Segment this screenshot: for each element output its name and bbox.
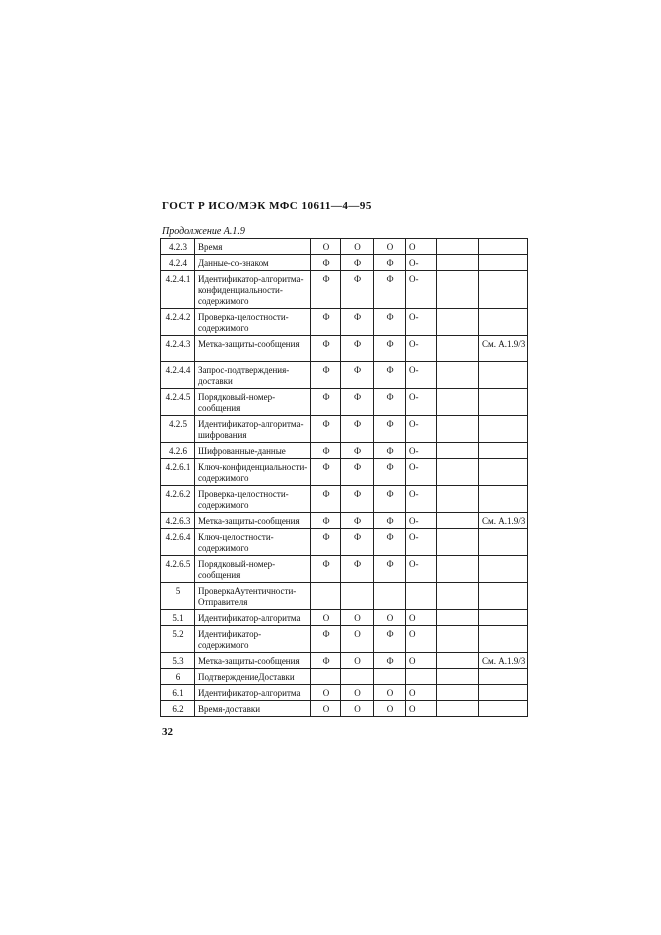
note-cell [479,556,528,583]
status-cell-3: Ф [374,271,406,309]
table-row [161,443,528,459]
status-cell-3: Ф [374,389,406,416]
note-cell [479,610,528,626]
element-name-cell: Порядковый-номер-сообщения [195,556,311,583]
note-cell: См. А.1.9/3 [479,336,528,362]
status-cell-1 [311,583,341,610]
status-cell-3: Ф [374,556,406,583]
note-cell [479,443,528,459]
status-cell-2: О [341,685,374,701]
note-cell [479,362,528,389]
status-cell-4: О [406,701,437,717]
status-cell-4: О- [406,556,437,583]
status-cell-4: О- [406,513,437,529]
status-cell-3: Ф [374,362,406,389]
status-cell-3: Ф [374,486,406,513]
note-cell: См. А.1.9/3 [479,513,528,529]
note-cell [479,583,528,610]
status-cell-4 [406,583,437,610]
status-cell-2: О [341,610,374,626]
status-cell-1: О [311,701,341,717]
status-cell-4: О [406,685,437,701]
status-cell-4: О- [406,459,437,486]
specification-table [160,238,528,717]
status-cell-4 [406,669,437,685]
element-name-cell: Метка-защиты-сообщения [195,513,311,529]
status-cell-4: О- [406,443,437,459]
table-row [161,459,528,486]
clause-number-cell: 6 [161,669,195,685]
status-cell-4: О [406,653,437,669]
clause-number-cell: 4.2.4.4 [161,362,195,389]
status-cell-1: Ф [311,443,341,459]
status-cell-1: Ф [311,626,341,653]
element-name-cell: Идентификатор-алгоритма [195,685,311,701]
table-continuation-label: Продолжение А.1.9 [162,226,245,237]
status-cell-1: Ф [311,255,341,271]
table-row [161,556,528,583]
status-cell-3: Ф [374,309,406,336]
element-name-cell: Ключ-целостности-содержимого [195,529,311,556]
status-cell-3: Ф [374,416,406,443]
clause-number-cell: 4.2.6 [161,443,195,459]
status-cell-3: О [374,701,406,717]
status-cell-1: Ф [311,362,341,389]
status-cell-2: О [341,653,374,669]
status-cell-2: О [341,239,374,255]
clause-number-cell: 4.2.6.2 [161,486,195,513]
status-cell-2: О [341,701,374,717]
element-name-cell: Метка-защиты-сообщения [195,336,311,362]
clause-number-cell: 6.2 [161,701,195,717]
table-row [161,701,528,717]
status-cell-1 [311,669,341,685]
element-name-cell: Метка-защиты-сообщения [195,653,311,669]
status-cell-2 [341,583,374,610]
status-cell-3: О [374,239,406,255]
element-name-cell: ПодтверждениеДоставки [195,669,311,685]
status-cell-4: О [406,239,437,255]
table-row [161,271,528,309]
blank-cell [437,701,479,717]
element-name-cell: Ключ-конфиденциальности-содержимого [195,459,311,486]
table-row [161,389,528,416]
status-cell-3: Ф [374,336,406,362]
element-name-cell: Проверка-целостности-содержимого [195,309,311,336]
clause-number-cell: 5.3 [161,653,195,669]
clause-number-cell: 4.2.6.4 [161,529,195,556]
table-row [161,669,528,685]
element-name-cell: Запрос-подтверждения-доставки [195,362,311,389]
note-cell [479,459,528,486]
status-cell-4: О- [406,529,437,556]
element-name-cell: Шифрованные-данные [195,443,311,459]
table-row [161,513,528,529]
status-cell-2 [341,669,374,685]
blank-cell [437,685,479,701]
table-row [161,685,528,701]
clause-number-cell: 5 [161,583,195,610]
blank-cell [437,529,479,556]
blank-cell [437,255,479,271]
status-cell-2: Ф [341,362,374,389]
table-body [161,239,528,717]
status-cell-2: Ф [341,336,374,362]
status-cell-3: Ф [374,513,406,529]
blank-cell [437,239,479,255]
status-cell-2: Ф [341,271,374,309]
blank-cell [437,653,479,669]
clause-number-cell: 4.2.4 [161,255,195,271]
note-cell [479,416,528,443]
status-cell-1: О [311,239,341,255]
status-cell-2: Ф [341,389,374,416]
status-cell-1: Ф [311,416,341,443]
status-cell-2: О [341,626,374,653]
blank-cell [437,610,479,626]
element-name-cell: Идентификатор-содержимого [195,626,311,653]
note-cell [479,271,528,309]
clause-number-cell: 6.1 [161,685,195,701]
clause-number-cell: 4.2.6.3 [161,513,195,529]
status-cell-2: Ф [341,459,374,486]
status-cell-3: Ф [374,255,406,271]
element-name-cell: Данные-со-знаком [195,255,311,271]
table-row [161,239,528,255]
status-cell-3: Ф [374,443,406,459]
table-row [161,529,528,556]
status-cell-1: Ф [311,336,341,362]
blank-cell [437,486,479,513]
table-row [161,583,528,610]
clause-number-cell: 4.2.6.5 [161,556,195,583]
status-cell-2: Ф [341,309,374,336]
note-cell: См. А.1.9/3 [479,653,528,669]
blank-cell [437,271,479,309]
status-cell-4: О- [406,255,437,271]
status-cell-4: О [406,626,437,653]
table-row [161,416,528,443]
status-cell-3 [374,669,406,685]
blank-cell [437,443,479,459]
element-name-cell: Проверка-целостности-содержимого [195,486,311,513]
status-cell-2: Ф [341,556,374,583]
element-name-cell: Идентификатор-алгоритма-шифрования [195,416,311,443]
status-cell-1: Ф [311,459,341,486]
status-cell-2: Ф [341,513,374,529]
status-cell-3: О [374,610,406,626]
table-row [161,486,528,513]
status-cell-1: Ф [311,271,341,309]
element-name-cell: Идентификатор-алгоритма [195,610,311,626]
note-cell [479,701,528,717]
status-cell-1: Ф [311,389,341,416]
note-cell [479,529,528,556]
blank-cell [437,556,479,583]
status-cell-3: Ф [374,529,406,556]
status-cell-1: О [311,685,341,701]
table-row [161,626,528,653]
status-cell-2: Ф [341,416,374,443]
status-cell-1: Ф [311,556,341,583]
status-cell-4: О- [406,389,437,416]
status-cell-4: О- [406,336,437,362]
status-cell-3: О [374,685,406,701]
document-standard-header: ГОСТ Р ИСО/МЭК МФС 10611—4—95 [162,200,372,212]
status-cell-3: Ф [374,459,406,486]
status-cell-1: Ф [311,309,341,336]
note-cell [479,486,528,513]
blank-cell [437,583,479,610]
element-name-cell: ПроверкаАутентичности-Отправителя [195,583,311,610]
status-cell-4: О- [406,362,437,389]
note-cell [479,685,528,701]
page-number: 32 [162,726,173,738]
blank-cell [437,336,479,362]
blank-cell [437,416,479,443]
status-cell-1: Ф [311,513,341,529]
note-cell [479,626,528,653]
table-row [161,653,528,669]
blank-cell [437,389,479,416]
status-cell-3: Ф [374,653,406,669]
table-row [161,610,528,626]
note-cell [479,255,528,271]
status-cell-1: Ф [311,653,341,669]
status-cell-4: О- [406,486,437,513]
table-row [161,255,528,271]
blank-cell [437,459,479,486]
status-cell-4: О- [406,309,437,336]
clause-number-cell: 4.2.3 [161,239,195,255]
status-cell-1: Ф [311,529,341,556]
clause-number-cell: 5.2 [161,626,195,653]
note-cell [479,309,528,336]
status-cell-3: Ф [374,626,406,653]
status-cell-3 [374,583,406,610]
status-cell-4: О- [406,416,437,443]
clause-number-cell: 4.2.4.3 [161,336,195,362]
blank-cell [437,669,479,685]
status-cell-2: Ф [341,443,374,459]
element-name-cell: Порядковый-номер-сообщения [195,389,311,416]
table-row [161,336,528,362]
clause-number-cell: 4.2.4.1 [161,271,195,309]
status-cell-1: О [311,610,341,626]
blank-cell [437,362,479,389]
clause-number-cell: 4.2.4.5 [161,389,195,416]
element-name-cell: Время-доставки [195,701,311,717]
note-cell [479,389,528,416]
note-cell [479,239,528,255]
status-cell-2: Ф [341,529,374,556]
blank-cell [437,513,479,529]
status-cell-4: О [406,610,437,626]
status-cell-2: Ф [341,486,374,513]
status-cell-4: О- [406,271,437,309]
status-cell-2: Ф [341,255,374,271]
clause-number-cell: 4.2.4.2 [161,309,195,336]
clause-number-cell: 4.2.6.1 [161,459,195,486]
table-row [161,362,528,389]
blank-cell [437,309,479,336]
element-name-cell: Время [195,239,311,255]
table-row [161,309,528,336]
note-cell [479,669,528,685]
blank-cell [437,626,479,653]
status-cell-1: Ф [311,486,341,513]
element-name-cell: Идентификатор-алгоритма-конфиденциальности-содержимого [195,271,311,309]
clause-number-cell: 5.1 [161,610,195,626]
clause-number-cell: 4.2.5 [161,416,195,443]
